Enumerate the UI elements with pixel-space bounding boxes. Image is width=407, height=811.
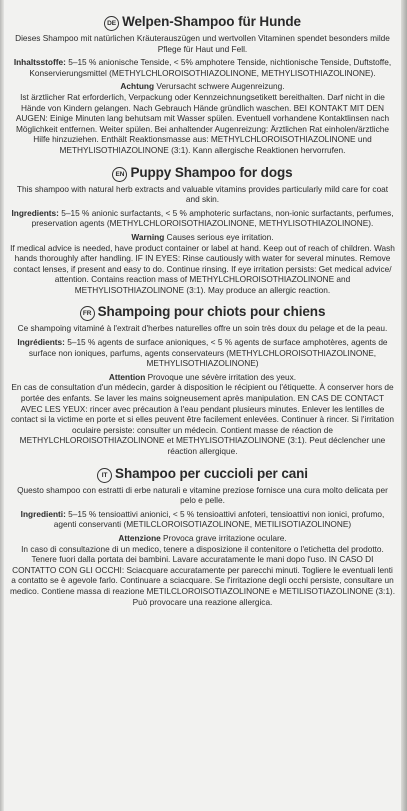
ingredients-text: 5–15 % tensioattivi anionici, < 5 % tensioattivi anfoteri, tensioattivi non ionici, profumo, agenti conservanti (METILCLOROISOTIAZOLINONE, METILISOTIAZOLINONE) (53, 508, 385, 530)
warning-text: Provoque une sévère irritation des yeux. (145, 371, 297, 382)
warning-label: Attention (108, 371, 146, 382)
ingredients (10, 57, 395, 78)
title-text: Shampoo per cuccioli per cani (115, 465, 308, 481)
ingredients-text: 5–15 % anionische Tenside, < 5% amphotere Tenside, nichtionische Tenside, Duftstoffe, Konservierungsmittel (METHYLCHLOROISOTHIAZOLINONE, METHYLISOTHIAZOLINONE). (29, 57, 392, 78)
instructions-text: If medical advice is needed, have product container or label at hand. Keep out of reach of children. Wash hands thoroughly after handling. IF IN EYES: Rinse cautiously with water for several minutes. Remove contact lenses, if present and easy to do. Continue rinsing. If eye irritation persists: Get medical advice/ attention. Contains reaction mass of METHYLCHLOROISOTHIAZOLINONE and METHYLISOTHIAZOLINONE (3:1). May produce an allergic reaction. (10, 242, 395, 295)
section-title (10, 14, 395, 31)
section-de (10, 14, 395, 156)
ingredients (10, 509, 395, 530)
ingredients-text: 5–15 % agents de surface anioniques, < 5 % agents de surface amphotères, agents de surface non ioniques, parfums, agents conservateurs (METHYLCHLOROISOTHIAZOLINONE, METHYLISOTHIAZOLINONE) (28, 337, 388, 369)
language-code-icon: EN (112, 167, 127, 182)
instructions-text: Ist ärztlicher Rat erforderlich, Verpackung oder Kennzeichnungsetikett bereithalten. Darf nicht in die Hände von Kindern gelangen. Nach Gebrauch Hände gründlich waschen. BEI KONTAKT MIT DEN AUGEN: Einige Minuten lang behutsam mit Wasser spülen. Eventuell vorhandene Kontaktlinsen nach Möglichkeit entfernen. Weiter spülen. Bei anhaltender Augenreizung: Ärztlichen Rat einholen/ärztliche Hilfe hinzuziehen. Enthält Reaktionsmasse aus: METHYLCHLOROISOTHIAZOLINONE und METHYLISOTHIAZOLINONE (3:1). Kann allergische Reaktionen hervorrufen. (15, 91, 390, 155)
language-code-icon: DE (104, 16, 119, 31)
warning (10, 372, 395, 383)
intro-text: Dieses Shampoo mit natürlichen Kräuterauszügen und wertvollen Vitaminen spendet besonders milde Pflege für Haut und Fell. (15, 33, 390, 54)
warning-label: Attenzione (118, 532, 161, 543)
title-text: Puppy Shampoo for dogs (130, 164, 293, 180)
language-code-icon: FR (80, 306, 95, 321)
ingredients (10, 208, 395, 229)
warning-text: Causes serious eye irritation. (164, 231, 274, 242)
warning-label: Warning (131, 231, 165, 242)
title-text: Welpen-Shampoo für Hunde (122, 14, 301, 29)
intro-text: Ce shampoing vitaminé à l'extrait d'herbes naturelles offre un soin très doux du pelage et de la peau. (17, 323, 388, 334)
warning-text: Verursacht schwere Augenreizung. (154, 81, 285, 92)
instructions-text: In caso di consultazione di un medico, tenere a disposizione il contenitore o l'etichetta del prodotto. Tenere fuori dalla portata dei bambini. Lavare accuratamente le mani dopo l'uso. IN CASO DI CONTATTO CON GLI OCCHI: Sciacquare accuratamente per parecchi minuti. Togliere le eventuali lenti a contatto se è agevole farlo. Continuare a sciacquare. Se l'irritazione degli occhi persiste, consultare un medico. Contiene massa di reazione METILCLOROISOTIAZOLINONE e METILISOTIAZOLINONE (3:1). Può provocare una reazione allergica. (10, 543, 395, 607)
ingredients-label: Inhaltsstoffe: (13, 57, 66, 68)
intro-text: Questo shampoo con estratti di erbe naturali e vitamine preziose fornisce una cura molto delicata per pelo e pelle. (17, 484, 388, 506)
warning (10, 533, 395, 544)
section-title (10, 304, 395, 321)
ingredients-text: 5–15 % anionic surfactants, < 5 % amphoteric surfactans, non-ionic surfactants, perfumes, preservation agents (METHYLCHLOROISOTHIAZOLINONE, METHYLISOTHIAZOLINONE). (31, 207, 394, 229)
title-text: Shampoing pour chiots pour chiens (97, 304, 326, 320)
warning-text: Provoca grave irritazione oculare. (160, 532, 287, 543)
section-title (10, 466, 395, 483)
right-edge-shadow (401, 0, 407, 811)
section-title (10, 165, 395, 182)
left-edge-shadow (0, 0, 4, 811)
ingredients (10, 337, 395, 369)
intro-text: This shampoo with natural herb extracts and valuable vitamins provides particularly mild care for coat and skin. (16, 183, 389, 205)
section-en (10, 165, 395, 296)
label-text-block (10, 14, 395, 616)
section-it (10, 466, 395, 608)
ingredients-label: Ingredients: (11, 207, 59, 218)
ingredients-label: Ingrédients: (17, 337, 65, 348)
warning (10, 81, 395, 92)
warning (10, 232, 395, 243)
language-code-icon: IT (97, 468, 112, 483)
warning-label: Achtung (120, 81, 155, 92)
instructions-text: En cas de consultation d'un médecin, garder à disposition le récipient ou l'étiquette. À conserver hors de portée des enfants. Se laver les mains soigneusement après manipulation. EN CAS DE CONTACT AVEC LES YEUX: rincer avec précaution à l'eau pendant plusieurs minutes. Enlever les lentilles de contact si la victime en porte et si elles peuvent être facilement enlevées. Continuer à rincer. Si l'irritation oculaire persiste: consulter un médecin. Contient masse de réaction de METHYLCHLOROISOTHIAZOLINONE et METHYLISOTHIAZOLINONE (3:1). Peut déclencher une réaction allergique. (11, 382, 394, 456)
section-fr (10, 304, 395, 456)
ingredients-label: Ingredienti: (20, 508, 66, 519)
